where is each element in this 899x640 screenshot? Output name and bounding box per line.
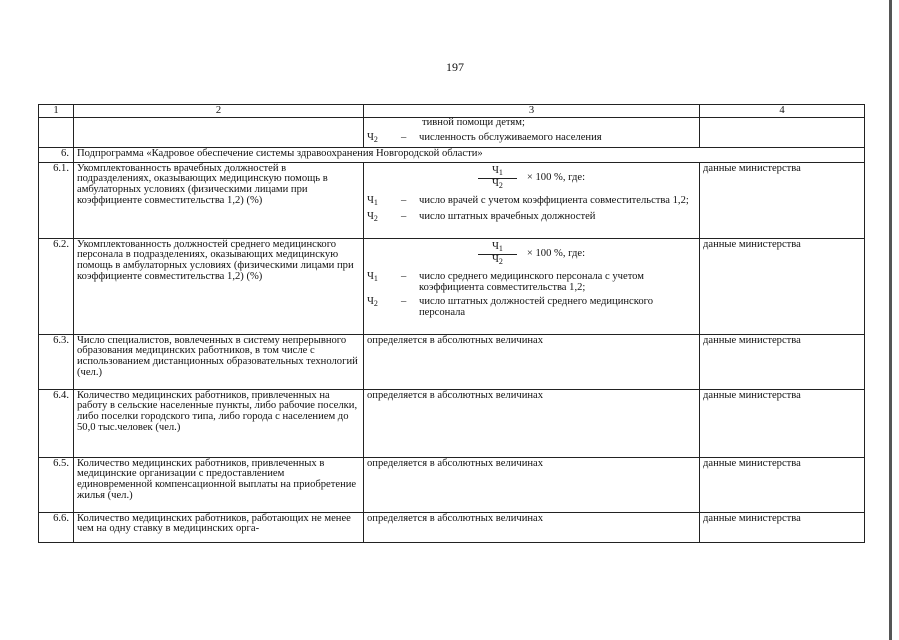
column-number: 2 [74, 105, 364, 118]
row-number: 6.4. [39, 389, 74, 457]
data-source: данные министерства [700, 162, 865, 238]
row-number: 6.5. [39, 457, 74, 512]
calculation-method: определяется в абсолютных величинах [364, 457, 700, 512]
definition-text: число штатных врачебных должностей [419, 210, 596, 222]
calculation-method: Ч1 Ч2 × 100 %, где: Ч1 – число среднего медицинского персонала с учетом коэффициента совместительства 1,2; Ч2 – число штатных должностей среднего медицинского персонала [364, 238, 700, 334]
column-number-row [39, 105, 865, 118]
indicator-name: Число специалистов, вовлеченных в систему непрерывного образования медицинских работников, в том числе с использованием дистанционных образовательных технологий (чел.) [74, 334, 364, 389]
row-number: 6.6. [39, 512, 74, 542]
indicator-row [39, 334, 865, 389]
definition-text: число штатных должностей среднего медицинского персонала [419, 295, 654, 318]
indicator-table [38, 104, 865, 543]
indicator-row [39, 457, 865, 512]
scan-edge-line [889, 0, 892, 640]
indicator-name: Количество медицинских работников, работающих не менее чем на одну ставку в медицинских орга- [74, 512, 364, 542]
calculation-method: Ч1 Ч2 × 100 %, где: Ч1 – число врачей с учетом коэффициента совместительства 1,2; Ч2 – число штатных врачебных должностей [364, 162, 700, 238]
row-number: 6. [39, 147, 74, 162]
formula: Ч1 Ч2 × 100 %, где: [367, 166, 696, 193]
indicator-name: Укомплектованность врачебных должностей в подразделениях, оказывающих медицинскую помощь в амбулаторных условиях (физическими лицами при коэффициенте совместительства 1,2) (%) [74, 162, 364, 238]
continuation-row [39, 118, 865, 148]
page-number: 197 [446, 60, 464, 74]
column-number: 1 [39, 105, 74, 118]
row-number: 6.3. [39, 334, 74, 389]
definition-dash: – [401, 131, 407, 143]
indicator-row [39, 389, 865, 457]
column-number: 3 [364, 105, 700, 118]
indicator-row [39, 162, 865, 238]
definition-text: число среднего медицинского персонала с учетом коэффициента совместительства 1,2; [419, 271, 644, 293]
calculation-method: определяется в абсолютных величинах [364, 389, 700, 457]
subprogram-title: Подпрограмма «Кадровое обеспечение системы здравоохранения Новгородской области» [74, 147, 865, 162]
row-number: 6.2. [39, 238, 74, 334]
data-source: данные министерства [700, 238, 865, 334]
data-source: данные министерства [700, 512, 865, 542]
definition-text: численность обслуживаемого населения [419, 131, 602, 143]
data-source: данные министерства [700, 389, 865, 457]
data-source: данные министерства [700, 457, 865, 512]
definition-text: число врачей с учетом коэффициента совместительства 1,2; [419, 195, 689, 207]
subprogram-row [39, 147, 865, 162]
calculation-method: определяется в абсолютных величинах [364, 512, 700, 542]
indicator-row [39, 512, 865, 542]
column-number: 4 [700, 105, 865, 118]
data-source: данные министерства [700, 334, 865, 389]
indicator-name: Укомплектованность должностей среднего медицинского персонала в подразделениях, оказывающих медицинскую помощь в амбулаторных условиях (физическими лицами при коэффициенте совместительства 1,2) (%) [74, 238, 364, 334]
formula: Ч1 Ч2 × 100 %, где: [367, 242, 696, 269]
continuation-text: тивной помощи детям; [422, 117, 525, 128]
calculation-method: определяется в абсолютных величинах [364, 334, 700, 389]
row-number: 6.1. [39, 162, 74, 238]
indicator-name: Количество медицинских работников, привлеченных на работу в сельские населенные пункты, либо рабочие поселки, либо поселки городского типа, либо города с населением до 50,0 тыс.человек (чел.) [74, 389, 364, 457]
indicator-row [39, 238, 865, 334]
formula-symbol: Ч2 [367, 131, 378, 144]
indicator-name: Количество медицинских работников, привлеченных в медицинские организации с предоставлением единовременной компенсационной выплаты на приобретение жилья (чел.) [74, 457, 364, 512]
